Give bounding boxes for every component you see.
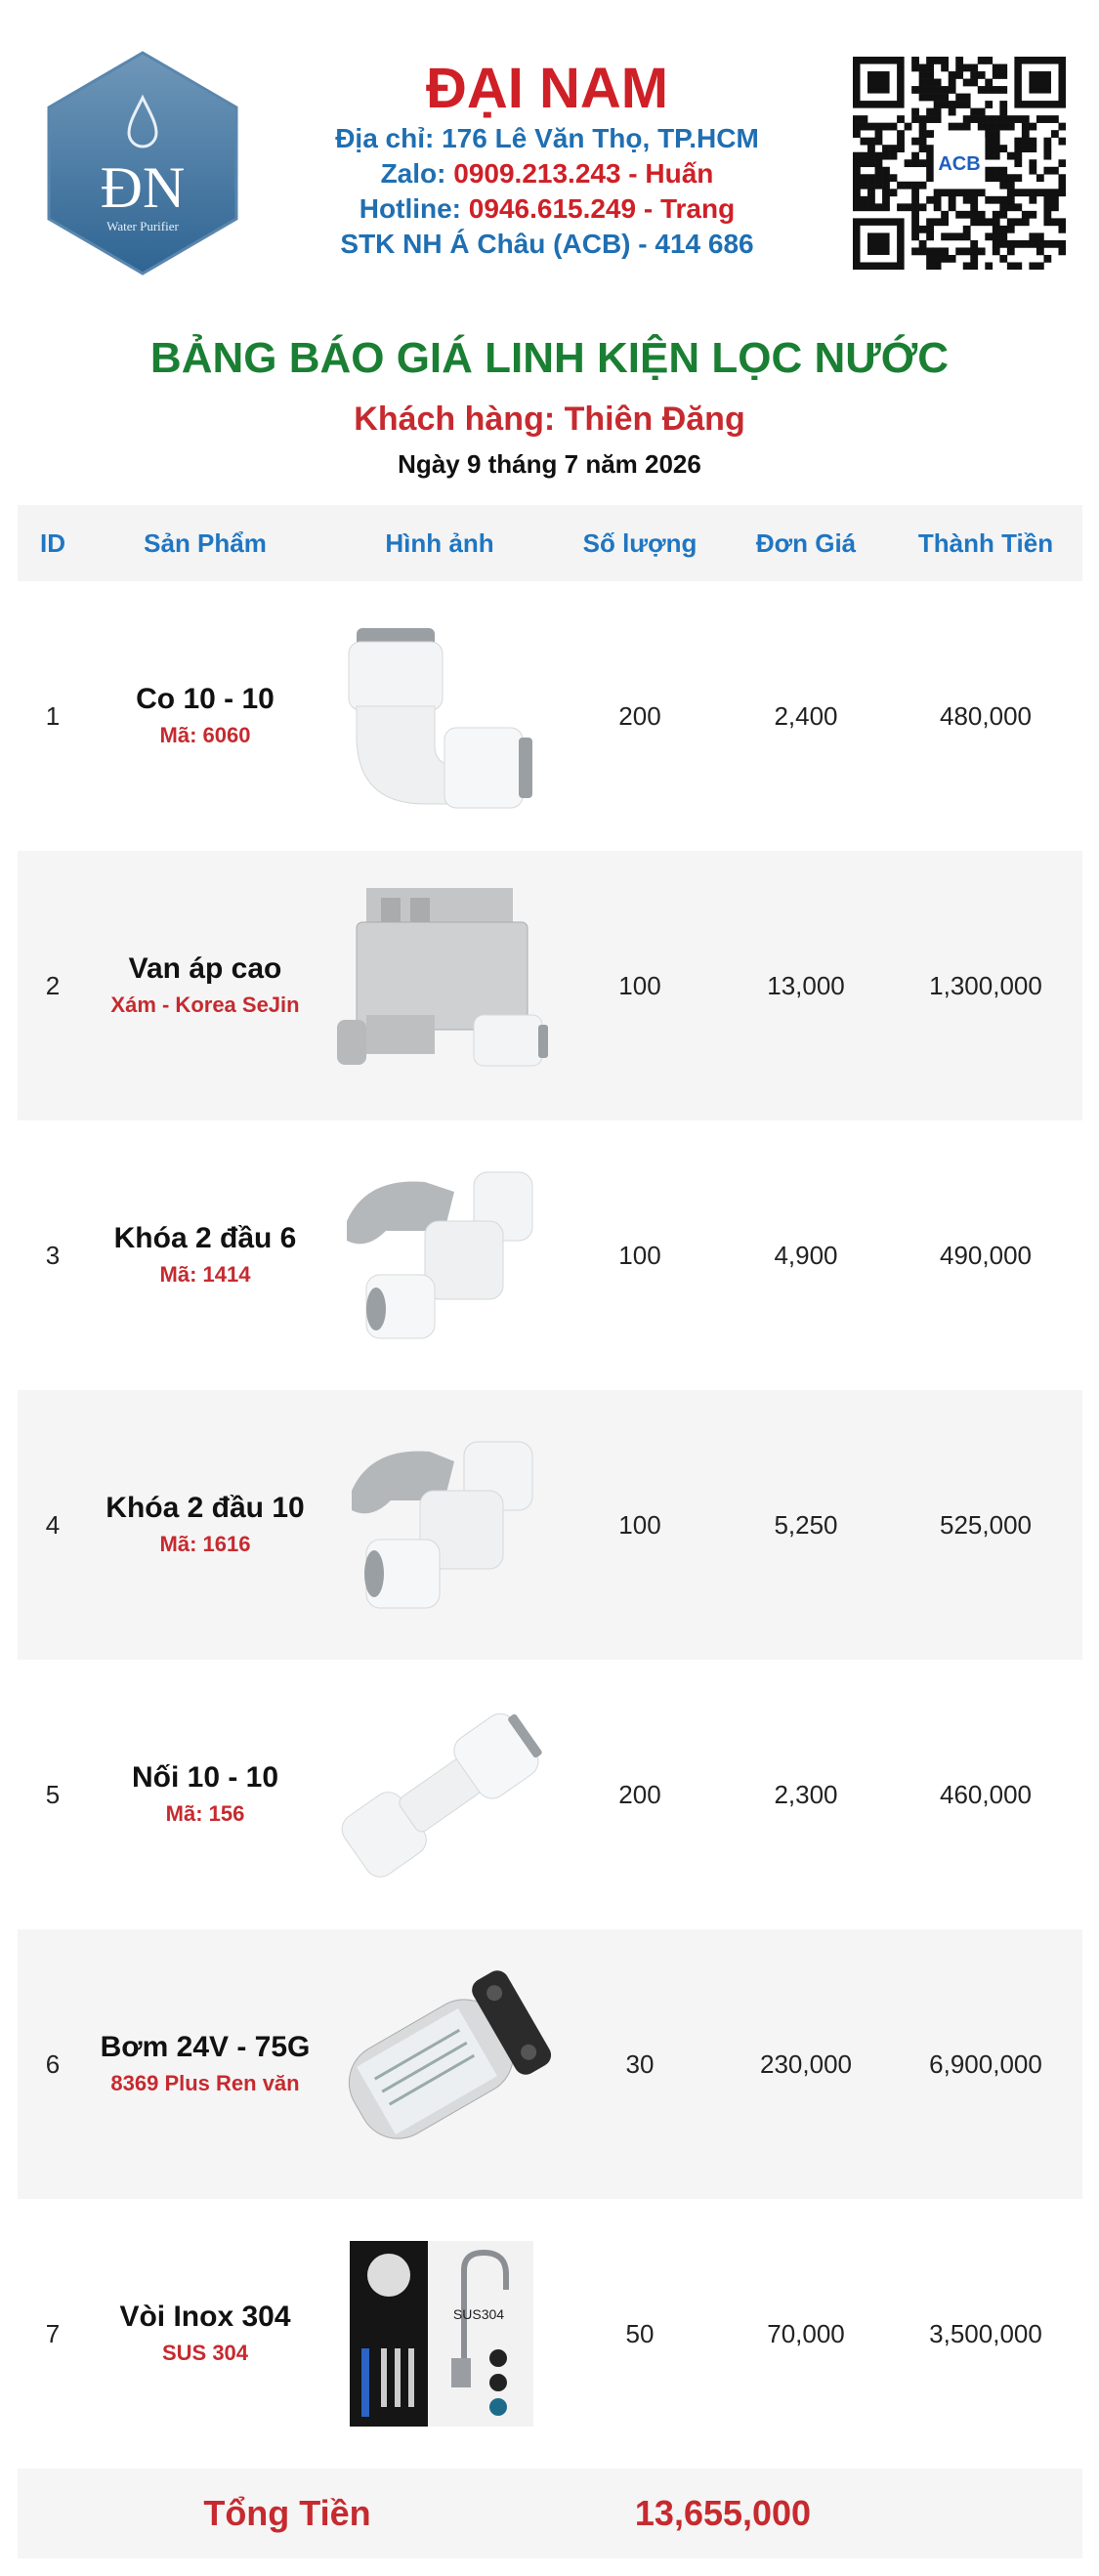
header: [0, 0, 1099, 293]
table-row: [18, 1390, 1082, 1660]
row-qty: 100: [618, 1509, 661, 1540]
row-price: 2,400: [774, 700, 838, 731]
faucet-label: SUS304: [452, 2306, 505, 2322]
pump-icon: [327, 1957, 552, 2172]
row-product: [88, 2028, 322, 2100]
hotline-label: Hotline:: [359, 193, 469, 224]
product-name: Khóa 2 đầu 6: [113, 1222, 297, 1254]
row-image: [322, 618, 557, 814]
row-qty: 50: [625, 2318, 655, 2348]
product-name: Bơm 24V - 75G: [100, 2031, 311, 2063]
row-qty: 30: [625, 2048, 655, 2079]
product-code: Mã: 1414: [159, 1262, 251, 1287]
total-value: 13,655,000: [634, 2493, 812, 2533]
ball-valve-icon: [327, 1162, 552, 1348]
table-row: [18, 2199, 1082, 2469]
header-image: Hình ảnh: [385, 528, 494, 558]
straight-connector-icon: [327, 1697, 552, 1892]
row-price: 2,300: [774, 1779, 838, 1809]
header-name: Sản Phẩm: [144, 528, 267, 558]
row-id: 3: [45, 1240, 61, 1270]
faucet-icon: [342, 2231, 537, 2436]
document-title: BẢNG BÁO GIÁ LINH KIỆN LỌC NƯỚC: [149, 334, 950, 382]
zalo-value: 0909.213.243 - Huấn: [453, 158, 714, 189]
product-code: SUS 304: [161, 2341, 249, 2365]
row-image: [322, 1697, 557, 1892]
product-code: 8369 Plus Ren văn: [110, 2071, 300, 2095]
row-qty: 100: [618, 1240, 661, 1270]
row-total: 460,000: [940, 1779, 1032, 1809]
row-qty: 200: [618, 700, 661, 731]
logo-subtext: Water Purifier: [106, 219, 179, 233]
row-image: [322, 1432, 557, 1618]
ball-valve-icon: [327, 1432, 552, 1618]
product-name: Khóa 2 đầu 10: [106, 1492, 305, 1524]
row-image: [322, 1957, 557, 2172]
row-total: 490,000: [940, 1240, 1032, 1270]
row-price: 4,900: [774, 1240, 838, 1270]
row-price: 13,000: [767, 970, 845, 1000]
table-header: [18, 505, 1082, 581]
header-id: ID: [40, 528, 65, 558]
total-label: Tổng Tiền: [203, 2493, 371, 2533]
table-row: [18, 1120, 1082, 1390]
header-total: Thành Tiền: [917, 528, 1054, 558]
row-total: 525,000: [940, 1509, 1032, 1540]
row-product: [88, 1489, 322, 1561]
row-total: 6,900,000: [929, 2048, 1042, 2079]
pressure-switch-icon: [327, 878, 552, 1093]
row-total: 3,500,000: [929, 2318, 1042, 2348]
qr-badge-text: ACB: [938, 153, 981, 175]
company-bank: STK NH Á Châu (ACB) - 414 686: [340, 229, 754, 259]
zalo-label: Zalo:: [380, 158, 454, 189]
table-row: [18, 581, 1082, 851]
customer-name: Khách hàng: Thiên Đăng: [354, 401, 745, 438]
company-zalo: [293, 156, 801, 191]
product-name: Nối 10 - 10: [131, 1761, 279, 1794]
row-product: [88, 1219, 322, 1291]
elbow-fitting-icon: [327, 618, 552, 814]
product-code: Mã: 6060: [159, 723, 251, 747]
row-price: 5,250: [774, 1509, 838, 1540]
company-address: Địa chỉ: 176 Lê Văn Thọ, TP.HCM: [335, 123, 759, 153]
company-logo: [45, 51, 240, 275]
product-name: Vòi Inox 304: [119, 2301, 291, 2333]
product-name: Van áp cao: [128, 952, 282, 985]
row-product: [88, 2298, 322, 2370]
table-row: [18, 1929, 1082, 2199]
row-qty: 200: [618, 1779, 661, 1809]
company-name: ĐẠI NAM: [425, 57, 669, 120]
row-price: 70,000: [767, 2318, 845, 2348]
row-id: 6: [45, 2048, 61, 2079]
product-code: Mã: 156: [165, 1801, 245, 1826]
qr-code-icon: [853, 57, 1066, 270]
row-product: [88, 1758, 322, 1831]
row-id: 7: [45, 2318, 61, 2348]
table-row: [18, 851, 1082, 1120]
row-image: [322, 2231, 557, 2436]
header-qty: Số lượng: [582, 528, 697, 558]
row-id: 5: [45, 1779, 61, 1809]
logo-text: ĐN: [100, 155, 186, 220]
row-id: 2: [45, 970, 61, 1000]
product-code: Mã: 1616: [159, 1532, 251, 1556]
table-row: [18, 1660, 1082, 1929]
total-row: [18, 2469, 1082, 2558]
product-name: Co 10 - 10: [136, 683, 275, 715]
company-info: [293, 57, 801, 262]
row-image: [322, 1162, 557, 1348]
row-product: [88, 680, 322, 752]
row-price: 230,000: [760, 2048, 852, 2079]
row-image: [322, 878, 557, 1093]
row-product: [88, 950, 322, 1022]
company-hotline: [293, 191, 801, 227]
row-id: 1: [45, 700, 61, 731]
row-total: 480,000: [940, 700, 1032, 731]
hotline-value: 0946.615.249 - Trang: [468, 193, 736, 224]
row-id: 4: [45, 1509, 61, 1540]
quote-table: [18, 505, 1082, 2469]
document-date: Ngày 9 tháng 7 năm 2026: [398, 449, 701, 479]
row-total: 1,300,000: [929, 970, 1042, 1000]
product-code: Xám - Korea SeJin: [110, 992, 300, 1017]
header-price: Đơn Giá: [755, 528, 857, 558]
row-qty: 100: [618, 970, 661, 1000]
